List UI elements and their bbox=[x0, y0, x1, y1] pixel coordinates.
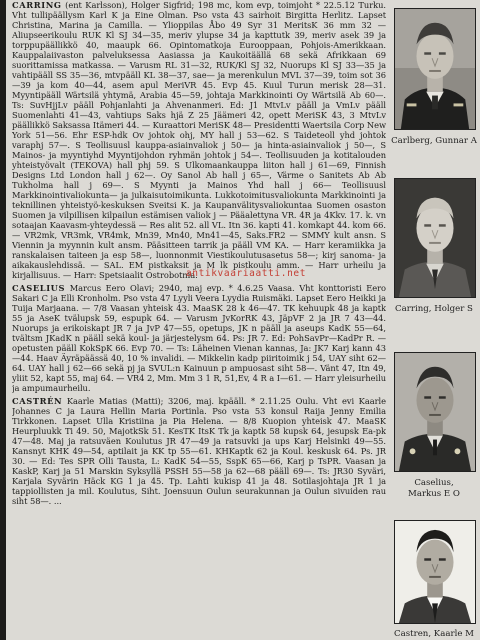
book-page bbox=[6, 0, 480, 640]
portrait-caption-line-1: Caselius, bbox=[414, 478, 454, 488]
seller-watermark: antikvaariaatti.net bbox=[185, 268, 307, 279]
entry-surname: CASELIUS bbox=[12, 283, 66, 293]
entry-body: Marcus Eero Olavi; 2940, maj evp. * 4.6.25 Vaasa. Vht konttoristi Eero Sakari C ja Elli Kronholm. Pso vsta 47 Lyyli Veera Lyydia Ruismäki. Lapset Eero Heikki ja Tuija Marjaana. — 7/8 Vaasan yhteisk 43. MaaSK 28 k 46—47. TK kehuupk 48 ja kaptk 55 ja AseK tvälupsk 59, espupk 64. — Varusm JvKorRK 43, JäpVF 2 ja JR 7 43—44. Nuorups ja erikoiskapt JR 7 ja JvP 47—55, opetups, JK n pääll ja aseups KadK 55—64, tvältsm JKadK n pääll sekä koul- ja järjestelysm 64. Ps: JR 7. Ed: PohSavPr—KadPr R. — opetusten pääll KokSpK 66. Evp 70. — Ts: Läheinen Vienan kannas, Ja: JK7 Karj kann 43—44. Haav Äyräpäässä 40, 10 % invalidi. — Mikkelin kadp piiritoimik j 54, UAY siht 62—64. UAY hall j 62—66 sekä pj ja SVUL:n Kainuun p ampuosast siht 58—. Vänt 47, Itn 49, yliit 52, kapt 55, maj 64. — VR4 2, Mm. Mm 3 1 R, 51,Ev, 4 R a I—61. — Harr yleisurheilu ja ampumaurheilu. bbox=[12, 283, 386, 393]
entry-body: Kaarle Matias (Matti); 3206, maj. kpääll. * 2.11.25 Oulu. Vht evi Kaarle Johannes C ja Laura Hellin Maria Portinla. Pso vsta 53 konsul Raija Jenny Emilia Tirkkonen. Lapset Ulla Kristiina ja Pia Helena. — 8/8 Kuopion yhteisk 47. MaaSK Heurpluukk Ti 49. 50, MajotkSk 51. KesTK ItsK Tk ja kaptk 58 kupsk 64, jesupsk Ea-pk 47—48. Maj ja ratsuväen Koulutus JR 47—49 ja ratsuvki ja ups Karj Helsinki 49—55. Kansnyt KHK 49—54, aptilait ja KK tp 55—61. KHKaptk 62 ja Koul. keskusk 64. Ps. JR 30. — Ed: Tes SPR Olli Tausta, L: KadK 54—55, SspK 65—66, Karj p TsPR. Vaasan ja KaskP, Karj ja 51 Marskin Syksyllä PSSH 55—58 ja 62—68 pääll 69—. Ts: JR30 Syväri, Karjala Syvärin Häck KG 1 ja 45. Tp. Lahti kukisp 41 ja 48. Sotilasjohtaja JR 1 ja tappiollisten ja mil. Koulutus, Siht. Joensuun Oulun seurakunnan ja Oulun sivuiden rau siht 58—. ... bbox=[12, 396, 386, 506]
portrait-photo-carlberg bbox=[394, 8, 476, 130]
biography-entry-castren bbox=[12, 396, 386, 506]
portrait-caption: Carlberg, Gunnar A bbox=[391, 136, 477, 146]
portrait-photo-caselius bbox=[394, 352, 476, 472]
portrait-column bbox=[388, 0, 480, 640]
biography-entry-carring bbox=[12, 0, 386, 280]
biography-entry-caselius bbox=[12, 283, 386, 393]
portrait-photo-castren bbox=[394, 520, 476, 624]
entry-body: (ent Karlsson), Holger Sigfrid; 198 mc, kom evp, toimjoht * 22.5.12 Turku. Vht tullipäällysm Karl K ja Eine Olman. Pso vsta 43 sairhoit Birgitta Herlitz. Lapset Christina, Marina ja Camilla. — Ylioppilas Åbo 49 Syr 31 MeritsK 36 mm 32 — Aliupseerikoulu RUK Kl SJ 34—35, meriv ylupse 34 ja kapttutk 39, meriv asek 39 ja torppupäällikkö 40, maaupk 66. Opintomatkoja Eurooppaan, Pohjois-Amerikkaan. Kauppalaiivaston palveluksessa Aasiassa ja Kaukoitäällä 68 sekä Afrikkaan 69 suorittamissa matkassa. — Varusm RL 31—32, RUK/Kl SJ 32, Nuorups Kl SJ 33—35 ja vahtipääll SS 35—36, mtvpääll KL 38—37, sae— ja merenkulun MVL 37—39, toim sot 36—39 ja kom 40—44, asem apul MeriVR 45. Evp 45. Kuul Turun merisk 28—31. Myyntipääll Wärtsilä yhtymä, Arabia 45—59, johtaja Markkinointi Oy Wärtsilä Ab 60—. Ts: SuvHjjLv pääll Pohjanlahti ja Ahvenanmeri. Ed: J1 MtvLv pääll ja VmLv pääll Suomenlahti 41—43, vahtiups Saks hjä Z 25 Jäämeri 42, opett MeriSK 43, 3 MtvLv päällikkö Saksassa Itämeri 44. — Kuraattori MeriSK 48— Presidentti Waertsila Corp New York 51—56. Ehr ESP-hdk Ov johtok ohj, MY hall j 53—62. S Taideteoll yhd johtok varaphj 57—. S Teollisuusl kauppa-asiainvaliok j 50— ja hinta-asiainvaliok j 50—, S Mainos- ja myyntiyhd Myyntijohdon ryhmän johtok j 54—. Teollisuuden ja kotitalouden yhteistyövalt (TEKOVA) hall phj 59. S Ulkomaankauppa liiton hall j 61—69, Finnish Designs Ltd London hall j 62—. Oy Sanol Ab hall j 65—, Värme o Sanitets Ab Ab Tukholma hall j 69—. S Myynti ja Mainos Yhd hall j 66— Teollisuusl Markkinointivaliokunta— ja julkaisutoimikunta. Lukkotoimitusvaliokunta Markkinointi ja teknillinen yhteistyö-keskuksen Sveitsi K. ja Kaupanvälitysvaliokuntaa Suomen osaston Suomen ja vilpillisen kilpailun estämisen valiok j — Pääalettyna VR. 4R ja 4Kkv. 17. k. vn sotaajan Kaavasm-yhteydessä — Res alit 52. all VL. Itn 36. kapti 41. komkapt 44. kom 66. — VR2mk, VR3mk, VR4mk, Mn39, Mn40, Mn41—45, Saks.FR2 — SMMY kult ansn. S Viennin ja myynnin kult ansm. Pääsitteen tarrik ja pääll VM KA. — Harr keramiikka ja ranskalaisen taiteen ja esp 58—, luonnonmit Viestikoulutusasetus 58—; kirj sanoma- ja aikakauslehdissä. — SAL. EM pistkaksit ja M lk pistkoulu amm. — Harr urheilu ja kirjallisuus. — Harr: Spetsiaalit Ostrobotnia. bbox=[12, 0, 386, 280]
portrait-caption-line-2: Markus E O bbox=[408, 489, 460, 499]
portrait-caption: Carring, Holger S bbox=[395, 304, 473, 314]
biography-text-column bbox=[12, 0, 386, 640]
portrait-caption: Castren, Kaarle M bbox=[394, 629, 474, 639]
entry-surname: CARRING bbox=[12, 0, 62, 10]
portrait-photo-carring bbox=[394, 178, 476, 298]
entry-surname: CASTRÉN bbox=[12, 396, 63, 406]
